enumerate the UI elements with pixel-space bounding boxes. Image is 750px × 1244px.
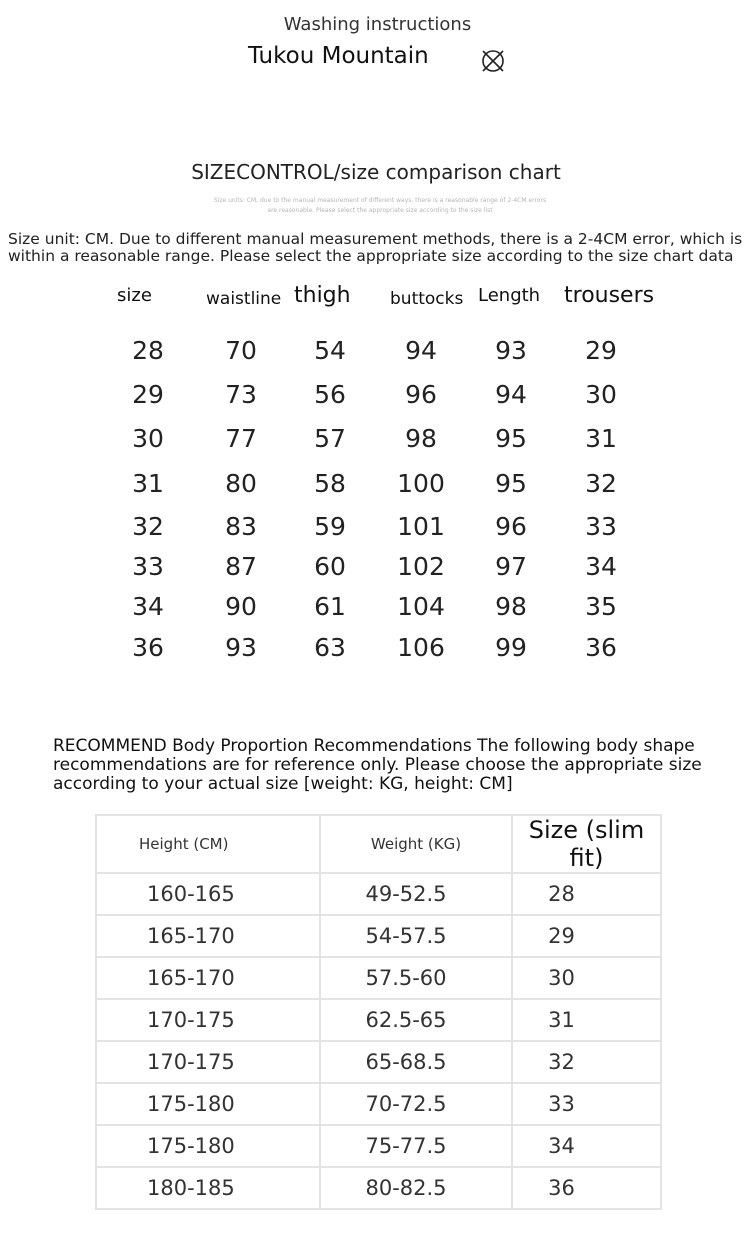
size-chart-cell: 87 bbox=[225, 552, 257, 581]
size-cell: 32 bbox=[512, 1041, 661, 1083]
recommend-header-row bbox=[96, 815, 661, 873]
size-chart-cell: 73 bbox=[225, 380, 257, 409]
size-cell: 34 bbox=[512, 1125, 661, 1167]
weight-cell: 62.5-65 bbox=[320, 999, 512, 1041]
size-chart-cell: 60 bbox=[314, 552, 346, 581]
table-row bbox=[96, 957, 661, 999]
size-chart-cell: 32 bbox=[585, 469, 617, 498]
size-chart-title: SIZECONTROL/size comparison chart bbox=[191, 160, 561, 184]
height-cell: 175-180 bbox=[96, 1083, 320, 1125]
header-buttocks: buttocks bbox=[390, 289, 464, 309]
size-chart-cell: 29 bbox=[132, 380, 164, 409]
table-row bbox=[96, 1125, 661, 1167]
size-chart-cell: 100 bbox=[397, 469, 445, 498]
brand-name: Tukou Mountain bbox=[248, 43, 429, 69]
table-row bbox=[96, 873, 661, 915]
header-weight: Weight (KG) bbox=[320, 815, 512, 873]
size-chart-cell: 96 bbox=[495, 512, 527, 541]
height-cell: 180-185 bbox=[96, 1167, 320, 1209]
size-chart-cell: 95 bbox=[495, 424, 527, 453]
size-chart-cell: 34 bbox=[132, 592, 164, 621]
size-chart-cell: 98 bbox=[405, 424, 437, 453]
size-chart-faint-note bbox=[170, 196, 590, 216]
size-chart-cell: 31 bbox=[585, 424, 617, 453]
recommend-rows bbox=[96, 873, 661, 1209]
table-row bbox=[96, 915, 661, 957]
size-chart-cell: 83 bbox=[225, 512, 257, 541]
header-height: Height (CM) bbox=[96, 815, 320, 873]
size-chart-cell: 96 bbox=[405, 380, 437, 409]
faint-note-line-2: are reasonable. Please select the appropriate size according to the size list bbox=[267, 207, 493, 214]
header-trousers: trousers bbox=[564, 283, 655, 308]
height-cell: 170-175 bbox=[96, 1041, 320, 1083]
size-chart-cell: 106 bbox=[397, 633, 445, 662]
size-chart-cell: 59 bbox=[314, 512, 346, 541]
size-chart-cell: 28 bbox=[132, 336, 164, 365]
height-cell: 160-165 bbox=[96, 873, 320, 915]
size-chart-cell: 56 bbox=[314, 380, 346, 409]
size-cell: 36 bbox=[512, 1167, 661, 1209]
size-chart-cell: 98 bbox=[495, 592, 527, 621]
size-chart-cell: 29 bbox=[585, 336, 617, 365]
weight-cell: 57.5-60 bbox=[320, 957, 512, 999]
header-length: Length bbox=[478, 285, 541, 306]
size-chart-cell: 94 bbox=[495, 380, 527, 409]
height-cell: 175-180 bbox=[96, 1125, 320, 1167]
size-chart-cell: 33 bbox=[132, 552, 164, 581]
size-chart-cell: 90 bbox=[225, 592, 257, 621]
do-not-tumble-dry-icon bbox=[478, 46, 508, 76]
height-cell: 165-170 bbox=[96, 957, 320, 999]
size-chart-cell: 77 bbox=[225, 424, 257, 453]
size-chart-cell: 35 bbox=[585, 592, 617, 621]
size-chart-cell: 33 bbox=[585, 512, 617, 541]
size-chart-cell: 34 bbox=[585, 552, 617, 581]
size-chart-cell: 61 bbox=[314, 592, 346, 621]
size-cell: 33 bbox=[512, 1083, 661, 1125]
size-chart-cell: 95 bbox=[495, 469, 527, 498]
size-chart-cell: 57 bbox=[314, 424, 346, 453]
size-chart-cell: 97 bbox=[495, 552, 527, 581]
size-chart-cell: 99 bbox=[495, 633, 527, 662]
recommend-table bbox=[95, 814, 662, 1210]
size-cell: 29 bbox=[512, 915, 661, 957]
table-row bbox=[96, 1167, 661, 1209]
table-row bbox=[96, 1083, 661, 1125]
size-chart-cell: 31 bbox=[132, 469, 164, 498]
header-thigh: thigh bbox=[294, 283, 351, 308]
size-chart-cell: 30 bbox=[132, 424, 164, 453]
size-chart-cell: 36 bbox=[132, 633, 164, 662]
weight-cell: 54-57.5 bbox=[320, 915, 512, 957]
size-chart-cell: 102 bbox=[397, 552, 445, 581]
size-chart-cell: 93 bbox=[225, 633, 257, 662]
size-chart-cell: 63 bbox=[314, 633, 346, 662]
header-waistline: waistline bbox=[206, 289, 282, 309]
size-chart-cell: 32 bbox=[132, 512, 164, 541]
size-cell: 30 bbox=[512, 957, 661, 999]
size-chart-cell: 94 bbox=[405, 336, 437, 365]
washing-title: Washing instructions bbox=[283, 14, 472, 35]
size-chart-cell: 36 bbox=[585, 633, 617, 662]
header-size-slim-fit: Size (slim fit) bbox=[512, 815, 661, 873]
size-chart-cell: 101 bbox=[397, 512, 445, 541]
size-unit-note: Size unit: CM. Due to different manual measurement methods, there is a 2-4CM error, which is within a reasonable range. Please select the appropriate size according to the size chart data bbox=[8, 230, 743, 265]
size-chart-cell: 30 bbox=[585, 380, 617, 409]
size-chart-cell: 58 bbox=[314, 469, 346, 498]
height-cell: 165-170 bbox=[96, 915, 320, 957]
height-cell: 170-175 bbox=[96, 999, 320, 1041]
table-row bbox=[96, 999, 661, 1041]
table-row bbox=[96, 1041, 661, 1083]
weight-cell: 80-82.5 bbox=[320, 1167, 512, 1209]
size-chart-cell: 70 bbox=[225, 336, 257, 365]
header-size: size bbox=[117, 285, 152, 306]
size-chart-cell: 80 bbox=[225, 469, 257, 498]
faint-note-line-1: Size units: CM, due to the manual measurement of different ways, there is a reasonable range of 2-4CM errors bbox=[213, 197, 547, 204]
size-chart-cell: 93 bbox=[495, 336, 527, 365]
size-chart-cell: 54 bbox=[314, 336, 346, 365]
size-cell: 28 bbox=[512, 873, 661, 915]
size-chart-cell: 104 bbox=[397, 592, 445, 621]
weight-cell: 70-72.5 bbox=[320, 1083, 512, 1125]
recommend-text: RECOMMEND Body Proportion Recommendations The following body shape recommendations are for reference only. Please choose the appropriate size according to your actual size [weight: KG, height: CM] bbox=[53, 736, 702, 794]
size-cell: 31 bbox=[512, 999, 661, 1041]
weight-cell: 49-52.5 bbox=[320, 873, 512, 915]
weight-cell: 75-77.5 bbox=[320, 1125, 512, 1167]
weight-cell: 65-68.5 bbox=[320, 1041, 512, 1083]
